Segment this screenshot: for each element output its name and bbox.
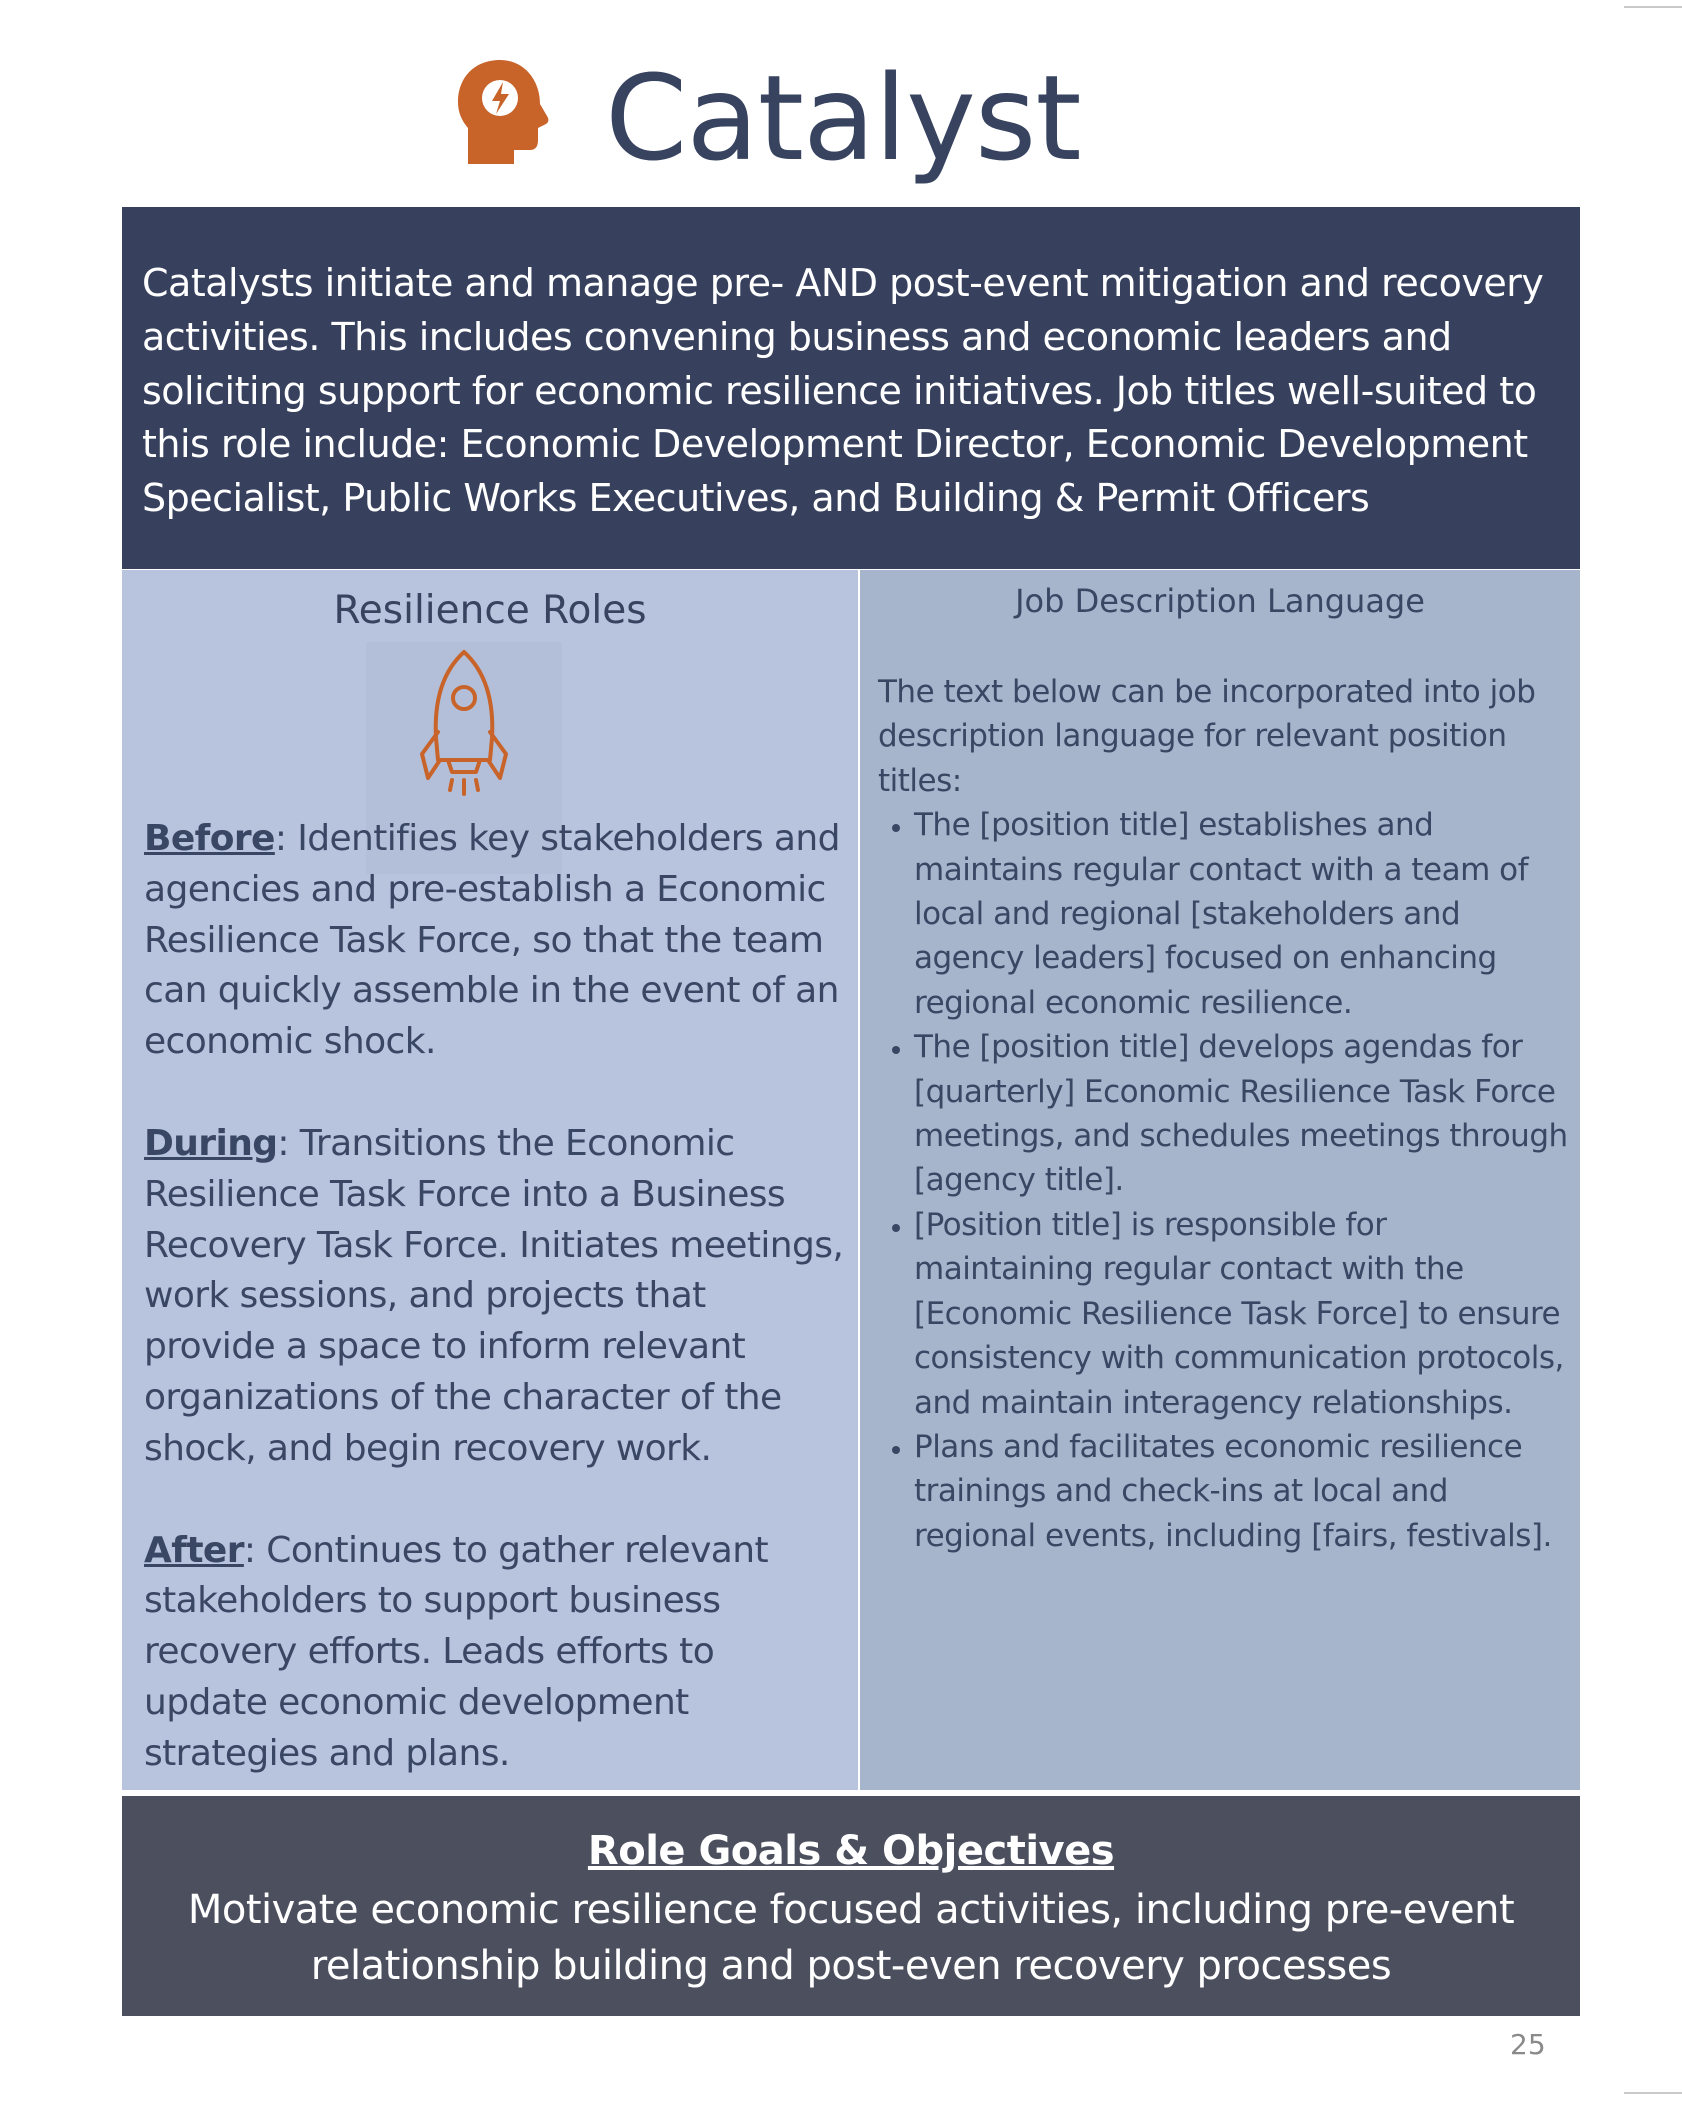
resilience-roles-body xyxy=(144,814,844,1831)
before-label: Before xyxy=(144,818,275,859)
before-paragraph xyxy=(144,814,844,1068)
corner-rule-top xyxy=(1624,6,1682,8)
job-description-intro: The text below can be incorporated into job description language for relevant position titles: xyxy=(878,674,1536,799)
resilience-roles-panel xyxy=(122,570,858,1790)
job-description-panel xyxy=(860,570,1580,1790)
after-label: After xyxy=(144,1529,244,1571)
job-description-list xyxy=(878,803,1568,1558)
during-text: : Transitions the Economic Resilience Task Force into a Business Recovery Task Force. Initiates meetings, work sessions, and projects that provide a space to inform relevant organizations of the character of the shock, and begin recovery work. xyxy=(144,1122,844,1469)
list-item: • [Position title] is responsible for maintaining regular contact with the [Economic Resilience Task Force] to ensure consistency with communication protocols, and maintain interagency relationships. xyxy=(914,1203,1568,1425)
job-description-heading: Job Description Language xyxy=(1015,582,1425,620)
resilience-roles-heading: Resilience Roles xyxy=(333,588,647,633)
page-number: 25 xyxy=(1510,2028,1546,2061)
job-description-body xyxy=(878,670,1568,1558)
after-paragraph xyxy=(144,1526,844,1780)
role-goals-heading: Role Goals & Objectives xyxy=(587,1828,1115,1874)
intro-banner xyxy=(122,207,1580,569)
head-lightning-icon xyxy=(452,56,552,170)
during-paragraph xyxy=(144,1119,844,1475)
role-goals-banner xyxy=(122,1796,1580,2016)
list-item: • Plans and facilitates economic resilience trainings and check-ins at local and regional events, including [fairs, festivals]. xyxy=(914,1425,1568,1558)
role-goals-text: Motivate economic resilience focused activities, including pre-event relationship building and post-even recovery processes xyxy=(187,1887,1515,1989)
page-title: Catalyst xyxy=(605,49,1081,187)
before-text: : Identifies key stakeholders and agencies and pre-establish a Economic Resilience Task Force, so that the team can quickly assemble in the event of an economic shock. xyxy=(144,818,840,1063)
after-text: : Continues to gather relevant stakeholders to support business recovery efforts. Leads efforts to update economic development strategies and plans. xyxy=(144,1529,768,1774)
list-item: • The [position title] establishes and maintains regular contact with a team of local and regional [stakeholders and agency leaders] focused on enhancing regional economic resilience. xyxy=(914,803,1568,1025)
intro-text: Catalysts initiate and manage pre- AND post-event mitigation and recovery activities. This includes convening business and economic leaders and soliciting support for economic resilience initiatives. Job titles well-suited to this role include: Economic Development Director, Economic Development Specialist, Public Works Executives, and Building & Permit Officers xyxy=(142,261,1544,521)
during-label: During xyxy=(144,1122,278,1164)
list-item: • The [position title] develops agendas for [quarterly] Economic Resilience Task Force meetings, and schedules meetings through [agency title]. xyxy=(914,1025,1568,1203)
page-header xyxy=(0,48,1682,188)
corner-rule-bottom xyxy=(1624,2092,1682,2094)
